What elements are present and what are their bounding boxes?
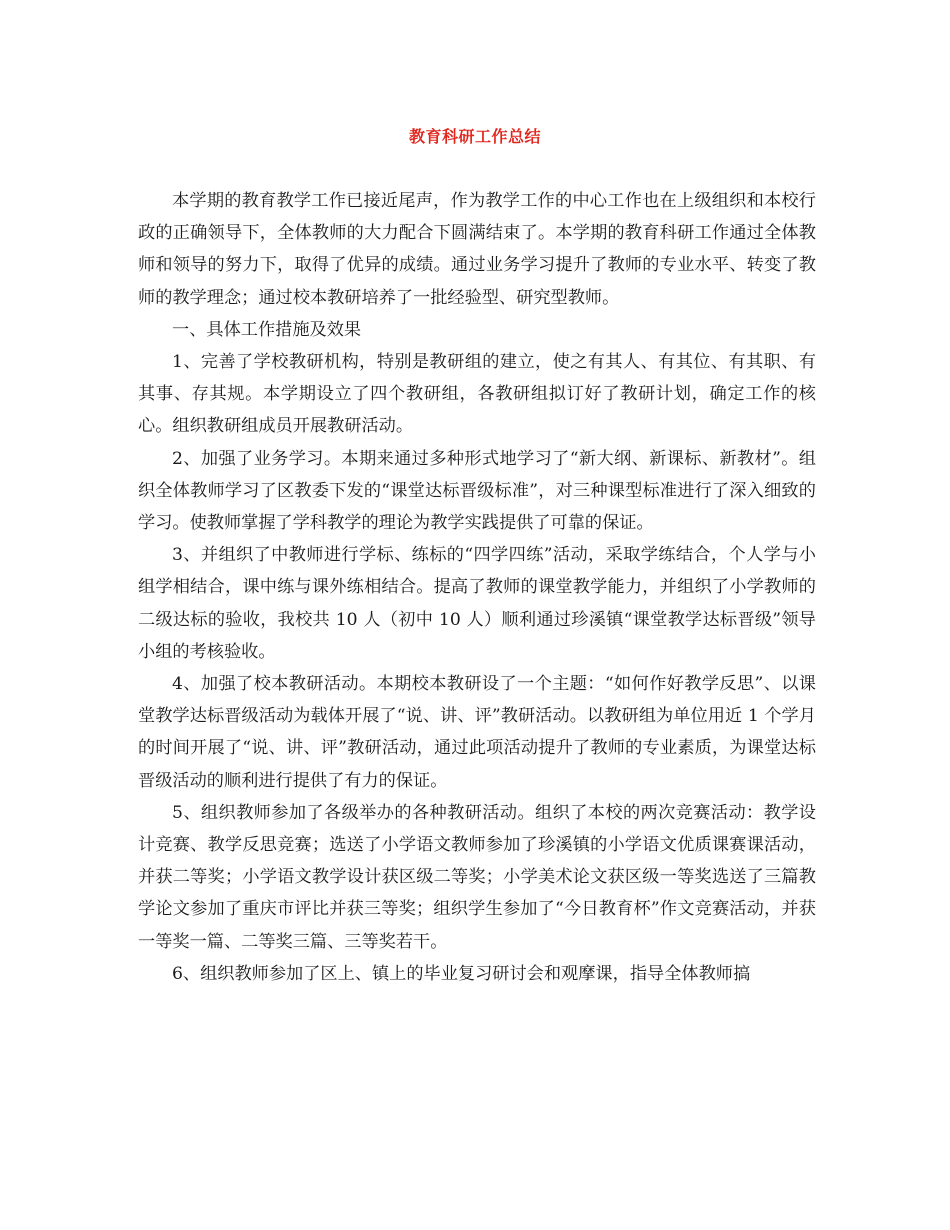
paragraph-item-5: 5、组织教师参加了各级举办的各种教研活动。组织了本校的两次竞赛活动：教学设计竞赛、教学反思竞赛；选送了小学语文教师参加了珍溪镇的小学语文优质课赛课活动，并获二等奖；小学语文教学设计获区级二等奖；小学美术论文获区级一等奖选送了三篇教学论文参加了重庆市评比并获三等奖；组织学生参加了“今日教育杯”作文竞赛活动，并获一等奖一篇、二等奖三篇、三等奖若干。 — [138, 802, 816, 952]
paragraph-item-6: 6、组织教师参加了区上、镇上的毕业复习研讨会和观摩课，指导全体教师搞 — [172, 963, 751, 984]
document-body — [138, 185, 816, 990]
document-title: 教育科研工作总结 — [408, 127, 541, 146]
section-heading: 一、具体工作措施及效果 — [172, 319, 362, 340]
paragraph-intro: 本学期的教育教学工作已接近尾声，作为教学工作的中心工作也在上级组织和本校行政的正确领导下，全体教师的大力配合下圆满结束了。本学期的教育科研工作通过全体教师和领导的努力下，取得了优异的成绩。通过业务学习提升了教师的专业水平、转变了教师的教学理念；通过校本教研培养了一批经验型、研究型教师。 — [138, 191, 816, 308]
paragraph-item-2: 2、加强了业务学习。本期来通过多种形式地学习了“新大纲、新课标、新教材”。组织全体教师学习了区教委下发的“课堂达标晋级标准”，对三种课型标准进行了深入细致的学习。使教师掌握了学科教学的理论为教学实践提供了可靠的保证。 — [138, 448, 816, 534]
paragraph-item-1: 1、完善了学校教研机构，特别是教研组的建立，使之有其人、有其位、有其职、有其事、存其规。本学期设立了四个教研组，各教研组拟订好了教研计划，确定工作的核心。组织教研组成员开展教研活动。 — [138, 352, 816, 437]
paragraph-item-3: 3、并组织了中教师进行学标、练标的“四学四练”活动，采取学练结合，个人学与小组学相结合，课中练与课外练相结合。提高了教师的课堂教学能力，并组织了小学教师的二级达标的验收，我校共 10 人（初中 10 人）顺利通过珍溪镇“课堂教学达标晋级”领导小组的考核验收。 — [138, 545, 816, 662]
paragraph-item-4: 4、加强了校本教研活动。本期校本教研设了一个主题：“如何作好教学反思”、以课堂教学达标晋级活动为载体开展了“说、讲、评”教研活动。以教研组为单位用近 1 个学月的时间开展了“说、讲、评”教研活动，通过此项活动提升了教师的专业素质，为课堂达标晋级活动的顺利进行提供了有力的保证。 — [138, 674, 816, 791]
